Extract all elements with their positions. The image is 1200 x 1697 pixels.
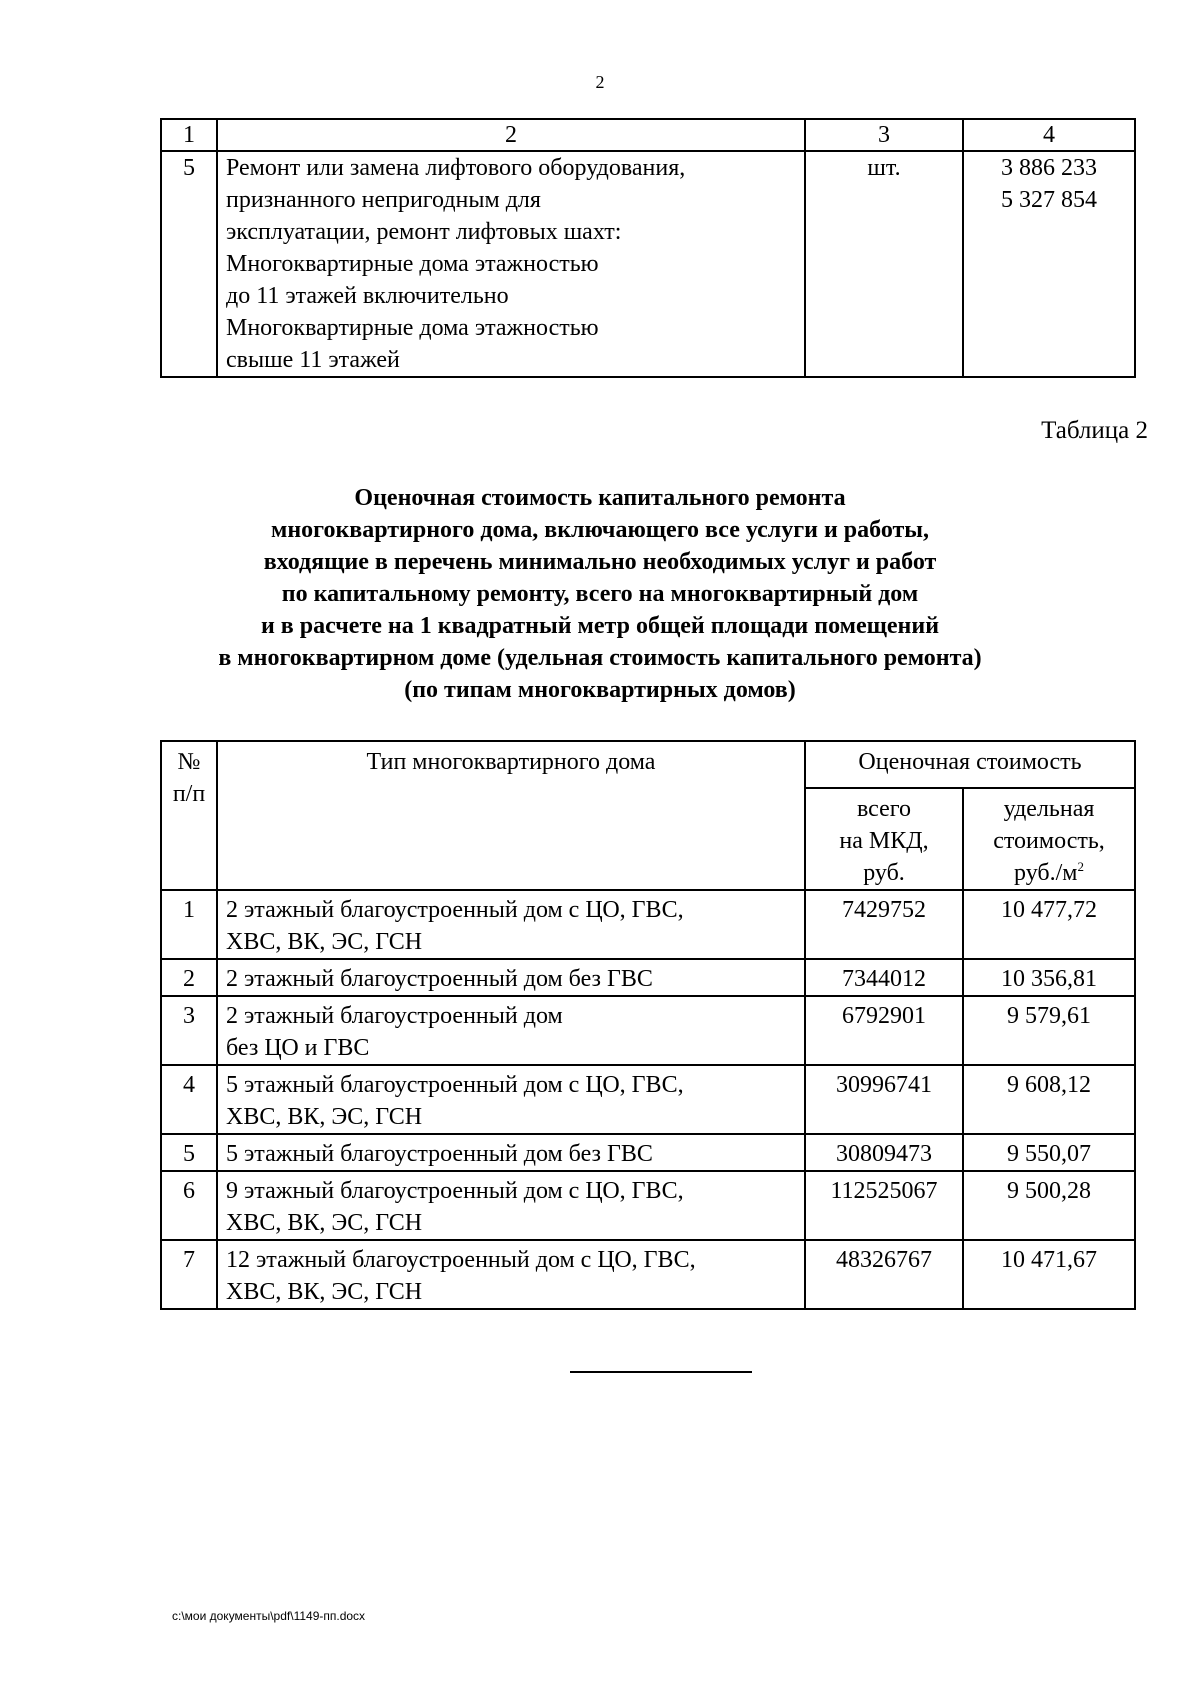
table-row: [161, 1065, 1135, 1134]
column-number: 1: [161, 119, 217, 151]
row-house-type: [217, 1240, 805, 1309]
house-type-line: без ЦО и ГВС: [226, 1035, 370, 1061]
table-row: [161, 1134, 1135, 1171]
row-number: 5: [161, 151, 217, 377]
header-specific-line: [964, 857, 1134, 889]
row-house-type: [217, 996, 805, 1065]
row-description: [217, 151, 805, 377]
table-1-continuation: [160, 118, 1136, 378]
house-type-line: 2 этажный благоустроенный дом: [226, 1003, 563, 1029]
row-total-cost: 30996741: [805, 1065, 963, 1134]
title-line: и в расчете на 1 квадратный метр общей площади помещений: [260, 613, 940, 639]
row-total-cost: 7429752: [805, 890, 963, 959]
description-line: признанного непригодным для: [226, 187, 541, 213]
header-total-line: всего: [856, 796, 912, 822]
title-line: Оценочная стоимость капитального ремонта: [354, 485, 846, 511]
row-number: 6: [161, 1171, 217, 1240]
header-cost: Оценочная стоимость: [805, 741, 1135, 788]
table-2: [160, 740, 1136, 1310]
row-total-cost: 7344012: [805, 959, 963, 996]
footer-file-path: c:\мои документы\pdf\1149-пп.docx: [172, 1609, 366, 1623]
header-total-line: на МКД,: [839, 828, 929, 854]
table-1-header-row: [161, 119, 1135, 151]
header-specific-line: удельная: [1003, 796, 1095, 822]
title-line: по капитальному ремонту, всего на многоквартирный дом: [281, 581, 919, 607]
header-specific-line: стоимость,: [993, 828, 1105, 854]
table-2-body: [161, 890, 1135, 1309]
row-house-type: [217, 890, 805, 959]
description-line: до 11 этажей включительно: [226, 283, 509, 309]
row-specific-cost: 10 477,72: [963, 890, 1135, 959]
description-line: свыше 11 этажей: [226, 347, 400, 373]
header-number-line: п/п: [172, 781, 206, 807]
column-number: 2: [217, 119, 805, 151]
title-line: в многоквартирном доме (удельная стоимость капитального ремонта): [218, 645, 982, 671]
description-line: Ремонт или замена лифтового оборудования,: [226, 155, 686, 181]
house-type-line: 5 этажный благоустроенный дом с ЦО, ГВС,: [226, 1072, 684, 1098]
row-house-type: [217, 959, 805, 996]
title-line: многоквартирного дома, включающего все услуги и работы,: [270, 517, 930, 543]
row-total-cost: 30809473: [805, 1134, 963, 1171]
title-line: входящие в перечень минимально необходимых услуг и работ: [263, 549, 937, 575]
table-2-header-row: [161, 741, 1135, 788]
house-type-line: 2 этажный благоустроенный дом без ГВС: [226, 966, 653, 992]
table-caption: Таблица 2: [1041, 417, 1148, 444]
table-row: [161, 1240, 1135, 1309]
table-row: [161, 890, 1135, 959]
header-number-line: №: [177, 749, 201, 775]
row-unit: шт.: [805, 151, 963, 377]
value-line: 5 327 854: [1001, 187, 1097, 213]
row-number: 5: [161, 1134, 217, 1171]
row-specific-cost: 9 608,12: [963, 1065, 1135, 1134]
house-type-line: 5 этажный благоустроенный дом без ГВС: [226, 1141, 653, 1167]
row-total-cost: 6792901: [805, 996, 963, 1065]
end-rule: [570, 1371, 752, 1373]
description-line: эксплуатации, ремонт лифтовых шахт:: [226, 219, 622, 245]
row-house-type: [217, 1171, 805, 1240]
row-number: 4: [161, 1065, 217, 1134]
table-2-title: [0, 482, 1200, 706]
header-unit-superscript: 2: [1077, 859, 1084, 874]
row-number: 1: [161, 890, 217, 959]
house-type-line: 9 этажный благоустроенный дом с ЦО, ГВС,: [226, 1178, 684, 1204]
page-number: 2: [595, 72, 605, 92]
house-type-line: ХВС, ВК, ЭС, ГСН: [226, 1210, 423, 1236]
house-type-line: ХВС, ВК, ЭС, ГСН: [226, 1104, 423, 1130]
table-row: [161, 959, 1135, 996]
title-line: (по типам многоквартирных домов): [404, 677, 796, 703]
header-type: Тип многоквартирного дома: [217, 741, 805, 890]
table-row: [161, 1171, 1135, 1240]
value-line: 3 886 233: [1001, 155, 1097, 181]
row-number: 7: [161, 1240, 217, 1309]
row-specific-cost: 10 471,67: [963, 1240, 1135, 1309]
header-unit: руб./м: [1014, 860, 1078, 886]
house-type-line: 12 этажный благоустроенный дом с ЦО, ГВС,: [226, 1247, 696, 1273]
row-total-cost: 112525067: [805, 1171, 963, 1240]
row-house-type: [217, 1065, 805, 1134]
house-type-line: 2 этажный благоустроенный дом с ЦО, ГВС,: [226, 897, 684, 923]
header-number: [161, 741, 217, 890]
row-number: 2: [161, 959, 217, 996]
row-specific-cost: 9 500,28: [963, 1171, 1135, 1240]
table-row: [161, 151, 1135, 377]
row-number: 3: [161, 996, 217, 1065]
header-specific: [963, 788, 1135, 890]
table-row: [161, 996, 1135, 1065]
row-specific-cost: 9 579,61: [963, 996, 1135, 1065]
header-total: [805, 788, 963, 890]
row-specific-cost: 9 550,07: [963, 1134, 1135, 1171]
description-line: Многоквартирные дома этажностью: [226, 315, 599, 341]
description-line: Многоквартирные дома этажностью: [226, 251, 599, 277]
row-total-cost: 48326767: [805, 1240, 963, 1309]
column-number: 4: [963, 119, 1135, 151]
header-total-line: руб.: [863, 860, 905, 886]
row-house-type: [217, 1134, 805, 1171]
house-type-line: ХВС, ВК, ЭС, ГСН: [226, 929, 423, 955]
column-number: 3: [805, 119, 963, 151]
row-specific-cost: 10 356,81: [963, 959, 1135, 996]
house-type-line: ХВС, ВК, ЭС, ГСН: [226, 1279, 423, 1305]
row-values: [963, 151, 1135, 377]
